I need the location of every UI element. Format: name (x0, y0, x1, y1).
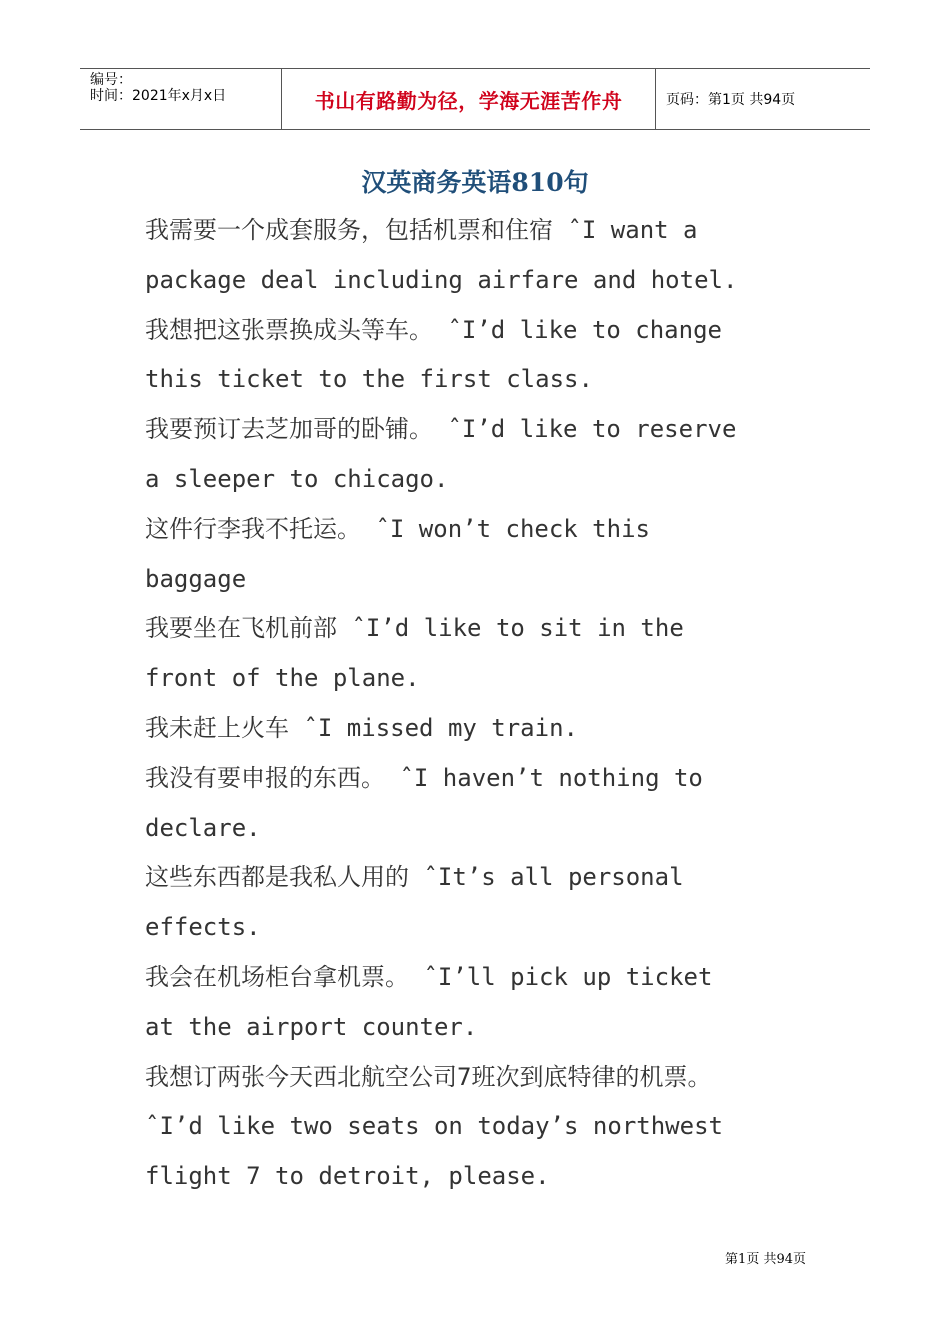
text-line: 我要预订去芝加哥的卧铺。 ˆI’d like to reserve (145, 415, 737, 444)
text-line: package deal including airfare and hotel. (145, 265, 738, 294)
text-line: 我要坐在飞机前部 ˆI’d like to sit in the (145, 614, 684, 643)
motto-text: 书山有路勤为径，学海无涯苦作舟 (314, 88, 623, 113)
number-label: 编号： (90, 72, 132, 88)
text-line: this ticket to the first class. (145, 365, 593, 394)
text-line: 这件行李我不托运。 ˆI won’t check this (145, 514, 650, 543)
text-line: 我会在机场柜台拿机票。 ˆI’ll pick up ticket (145, 962, 713, 991)
text-line: baggage (145, 564, 247, 593)
text-line: ˆI’d like two seats on today’s northwest (145, 1112, 723, 1141)
document-header (80, 68, 870, 130)
text-line: 这些东西都是我私人用的 ˆIt’s all personal (145, 863, 684, 892)
document-body (145, 206, 845, 1202)
text-line: 我想把这张票换成头等车。 ˆI’d like to change (145, 315, 722, 344)
text-line: a sleeper to chicago. (145, 464, 449, 493)
header-meta-cell (80, 69, 282, 129)
text-line: 我未赶上火车 ˆI missed my train. (145, 713, 578, 742)
time-label: 时间：2021年x月x日 (90, 88, 227, 104)
page-title: 汉英商务英语810句 (361, 168, 589, 197)
text-line: 我想订两张今天西北航空公司7班次到底特律的机票。 (145, 1062, 712, 1091)
header-page-cell (656, 69, 870, 129)
text-line: declare. (145, 813, 261, 842)
text-line: front of the plane. (145, 664, 420, 693)
text-line: 我需要一个成套服务，包括机票和住宿 ˆI want a (145, 216, 698, 244)
text-line: effects. (145, 913, 261, 942)
page-label: 页码：第1页 共94页 (666, 92, 796, 108)
page-footer: 第1页 共94页 (725, 1252, 806, 1267)
text-line: flight 7 to detroit, please. (145, 1162, 550, 1191)
text-line: 我没有要申报的东西。 ˆI haven’t nothing to (145, 763, 703, 792)
text-line: at the airport counter. (145, 1012, 478, 1041)
header-motto-cell (282, 69, 656, 129)
